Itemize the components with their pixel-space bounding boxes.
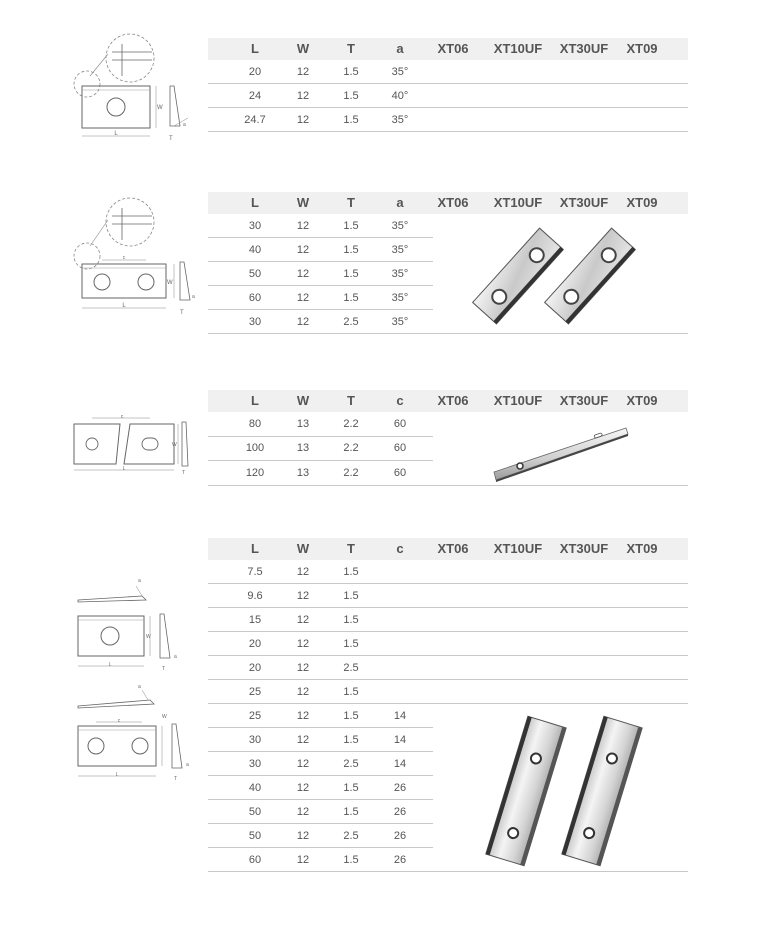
cell-c: 60 xyxy=(393,442,407,454)
cell-w: 12 xyxy=(296,316,310,328)
header-l: L xyxy=(251,195,259,210)
cell-l: 30 xyxy=(248,758,262,770)
cell-c: 14 xyxy=(393,710,407,722)
table-header xyxy=(208,390,688,412)
insert-photo-square xyxy=(476,712,656,875)
header-t: T xyxy=(347,541,355,556)
cell-a: 35° xyxy=(391,244,409,256)
cell-a: 35° xyxy=(391,114,409,126)
cell-l: 50 xyxy=(248,830,262,842)
table-row xyxy=(208,84,688,108)
center-label: c xyxy=(117,718,121,724)
table-header xyxy=(208,192,688,214)
cell-l: 100 xyxy=(245,442,265,454)
header-l: L xyxy=(251,541,259,556)
cell-t: 2.5 xyxy=(343,830,359,842)
cell-c: 26 xyxy=(393,806,407,818)
cell-l: 20 xyxy=(248,638,262,650)
cell-l: 60 xyxy=(248,854,262,866)
cell-c xyxy=(380,680,420,704)
cell-t: 2.2 xyxy=(343,467,359,479)
header-xt09: XT09 xyxy=(626,195,658,210)
cell-w: 12 xyxy=(296,220,310,232)
length-label: L xyxy=(122,303,126,309)
two-hole-insert-diagram xyxy=(70,196,200,318)
header-t: T xyxy=(347,195,355,210)
cell-c xyxy=(380,656,420,680)
header-a: a xyxy=(396,195,404,210)
cell-l: 24.7 xyxy=(244,114,266,126)
cell-w: 12 xyxy=(296,638,310,650)
length-label: L xyxy=(108,662,112,668)
table-row xyxy=(208,656,688,680)
cell-w: 12 xyxy=(296,244,310,256)
header-xt10uf: XT10UF xyxy=(493,41,543,56)
cell-t: 1.5 xyxy=(343,292,359,304)
header-a: a xyxy=(396,41,404,56)
cell-w: 13 xyxy=(296,467,310,479)
cell-a: 35° xyxy=(391,316,409,328)
cell-w: 12 xyxy=(296,66,310,78)
cell-w: 12 xyxy=(296,806,310,818)
cell-l: 30 xyxy=(248,734,262,746)
cell-a: 40° xyxy=(391,90,409,102)
table-header xyxy=(208,38,688,60)
cell-w: 12 xyxy=(296,734,310,746)
cell-t: 2.5 xyxy=(343,316,359,328)
cell-w: 12 xyxy=(296,590,310,602)
cell-c xyxy=(380,584,420,608)
cell-t: 1.5 xyxy=(343,734,359,746)
cell-l: 9.6 xyxy=(247,590,263,602)
header-t: T xyxy=(347,393,355,408)
header-l: L xyxy=(251,41,259,56)
center-label: c xyxy=(122,255,126,261)
cell-t: 1.5 xyxy=(343,854,359,866)
spec-table-1 xyxy=(208,38,688,132)
cell-c: 26 xyxy=(393,830,407,842)
header-xt30uf: XT30UF xyxy=(559,393,609,408)
thickness-label: T xyxy=(180,310,184,316)
table-row xyxy=(208,60,688,84)
cell-t: 1.5 xyxy=(343,90,359,102)
two-hole-square-insert-diagram xyxy=(70,680,200,784)
cell-t: 1.5 xyxy=(343,244,359,256)
table-row xyxy=(208,608,688,632)
cell-l: 40 xyxy=(248,782,262,794)
cell-l: 15 xyxy=(248,614,262,626)
header-w: W xyxy=(296,195,310,210)
cell-w: 12 xyxy=(296,854,310,866)
header-xt10uf: XT10UF xyxy=(493,195,543,210)
cell-l: 7.5 xyxy=(247,566,263,578)
cell-t: 1.5 xyxy=(343,686,359,698)
header-xt06: XT06 xyxy=(437,393,469,408)
cell-c xyxy=(380,608,420,632)
angle-label: a xyxy=(138,684,141,690)
header-w: W xyxy=(296,41,310,56)
table-row xyxy=(208,584,688,608)
angle-label: a xyxy=(183,122,186,128)
cell-w: 12 xyxy=(296,710,310,722)
thickness-label: T xyxy=(182,470,186,476)
width-label: W xyxy=(157,105,163,111)
cell-l: 25 xyxy=(248,710,262,722)
cell-a: 35° xyxy=(391,66,409,78)
cell-c: 14 xyxy=(393,758,407,770)
header-xt30uf: XT30UF xyxy=(559,41,609,56)
long-insert-diagram xyxy=(70,410,200,480)
table-row xyxy=(208,560,688,584)
table-row xyxy=(208,680,688,704)
header-w: W xyxy=(296,393,310,408)
header-l: L xyxy=(251,393,259,408)
cell-t: 1.5 xyxy=(343,782,359,794)
cell-t: 2.2 xyxy=(343,442,359,454)
cell-w: 12 xyxy=(296,114,310,126)
insert-photo-long xyxy=(490,420,632,491)
length-label: L xyxy=(115,772,119,778)
thickness-label: T xyxy=(162,666,166,672)
header-xt09: XT09 xyxy=(626,41,658,56)
center-label: c xyxy=(120,414,124,420)
cell-c: 60 xyxy=(393,467,407,479)
cell-l: 60 xyxy=(248,292,262,304)
cell-w: 12 xyxy=(296,268,310,280)
cell-a: 35° xyxy=(391,268,409,280)
angle-label: a xyxy=(138,578,141,584)
header-c: c xyxy=(396,541,404,556)
header-xt30uf: XT30UF xyxy=(559,195,609,210)
header-c: c xyxy=(396,393,404,408)
cell-l: 24 xyxy=(248,90,262,102)
cell-a: 35° xyxy=(391,220,409,232)
width-label: W xyxy=(162,714,167,720)
header-t: T xyxy=(347,41,355,56)
angle-label: a xyxy=(192,294,195,300)
cell-l: 20 xyxy=(248,66,262,78)
insert-photo-two-hole xyxy=(462,220,652,340)
row-divider xyxy=(208,131,688,132)
cell-l: 80 xyxy=(248,418,262,430)
header-xt10uf: XT10UF xyxy=(493,541,543,556)
cell-l: 50 xyxy=(248,268,262,280)
width-label: W xyxy=(146,634,151,640)
cell-w: 12 xyxy=(296,662,310,674)
length-label: L xyxy=(114,131,118,137)
cell-l: 50 xyxy=(248,806,262,818)
header-xt09: XT09 xyxy=(626,393,658,408)
single-hole-square-insert-diagram xyxy=(70,574,200,674)
header-xt10uf: XT10UF xyxy=(493,393,543,408)
cell-w: 13 xyxy=(296,442,310,454)
cell-t: 1.5 xyxy=(343,806,359,818)
cell-w: 12 xyxy=(296,566,310,578)
cell-c: 60 xyxy=(393,418,407,430)
cell-a: 35° xyxy=(391,292,409,304)
width-label: W xyxy=(167,280,173,286)
cell-t: 2.5 xyxy=(343,662,359,674)
header-xt06: XT06 xyxy=(437,541,469,556)
header-xt30uf: XT30UF xyxy=(559,541,609,556)
cell-l: 20 xyxy=(248,662,262,674)
header-w: W xyxy=(296,541,310,556)
cell-t: 2.5 xyxy=(343,758,359,770)
length-label: L xyxy=(122,466,126,472)
header-xt06: XT06 xyxy=(437,195,469,210)
table-row xyxy=(208,632,688,656)
cell-w: 12 xyxy=(296,782,310,794)
cell-t: 1.5 xyxy=(343,114,359,126)
cell-w: 12 xyxy=(296,292,310,304)
cell-c xyxy=(380,560,420,584)
cell-c: 26 xyxy=(393,782,407,794)
cell-l: 40 xyxy=(248,244,262,256)
thickness-label: T xyxy=(169,136,173,142)
angle-label: a xyxy=(174,654,177,660)
cell-l: 120 xyxy=(245,467,265,479)
cell-t: 1.5 xyxy=(343,638,359,650)
cell-w: 12 xyxy=(296,614,310,626)
cell-t: 1.5 xyxy=(343,566,359,578)
table-row xyxy=(208,108,688,132)
single-hole-insert-diagram xyxy=(70,32,200,144)
cell-t: 1.5 xyxy=(343,66,359,78)
cell-t: 1.5 xyxy=(343,590,359,602)
cell-l: 25 xyxy=(248,686,262,698)
width-label: W xyxy=(172,442,177,448)
cell-w: 13 xyxy=(296,418,310,430)
cell-w: 12 xyxy=(296,758,310,770)
cell-t: 1.5 xyxy=(343,614,359,626)
cell-t: 1.5 xyxy=(343,710,359,722)
cell-t: 1.5 xyxy=(343,268,359,280)
header-xt09: XT09 xyxy=(626,541,658,556)
header-xt06: XT06 xyxy=(437,41,469,56)
table-header xyxy=(208,538,688,560)
cell-c xyxy=(380,632,420,656)
cell-l: 30 xyxy=(248,220,262,232)
cell-c: 26 xyxy=(393,854,407,866)
angle-label: a xyxy=(186,762,189,768)
thickness-label: T xyxy=(174,776,178,782)
cell-t: 2.2 xyxy=(343,418,359,430)
cell-w: 12 xyxy=(296,90,310,102)
cell-w: 12 xyxy=(296,686,310,698)
cell-l: 30 xyxy=(248,316,262,328)
cell-t: 1.5 xyxy=(343,220,359,232)
cell-w: 12 xyxy=(296,830,310,842)
cell-c: 14 xyxy=(393,734,407,746)
